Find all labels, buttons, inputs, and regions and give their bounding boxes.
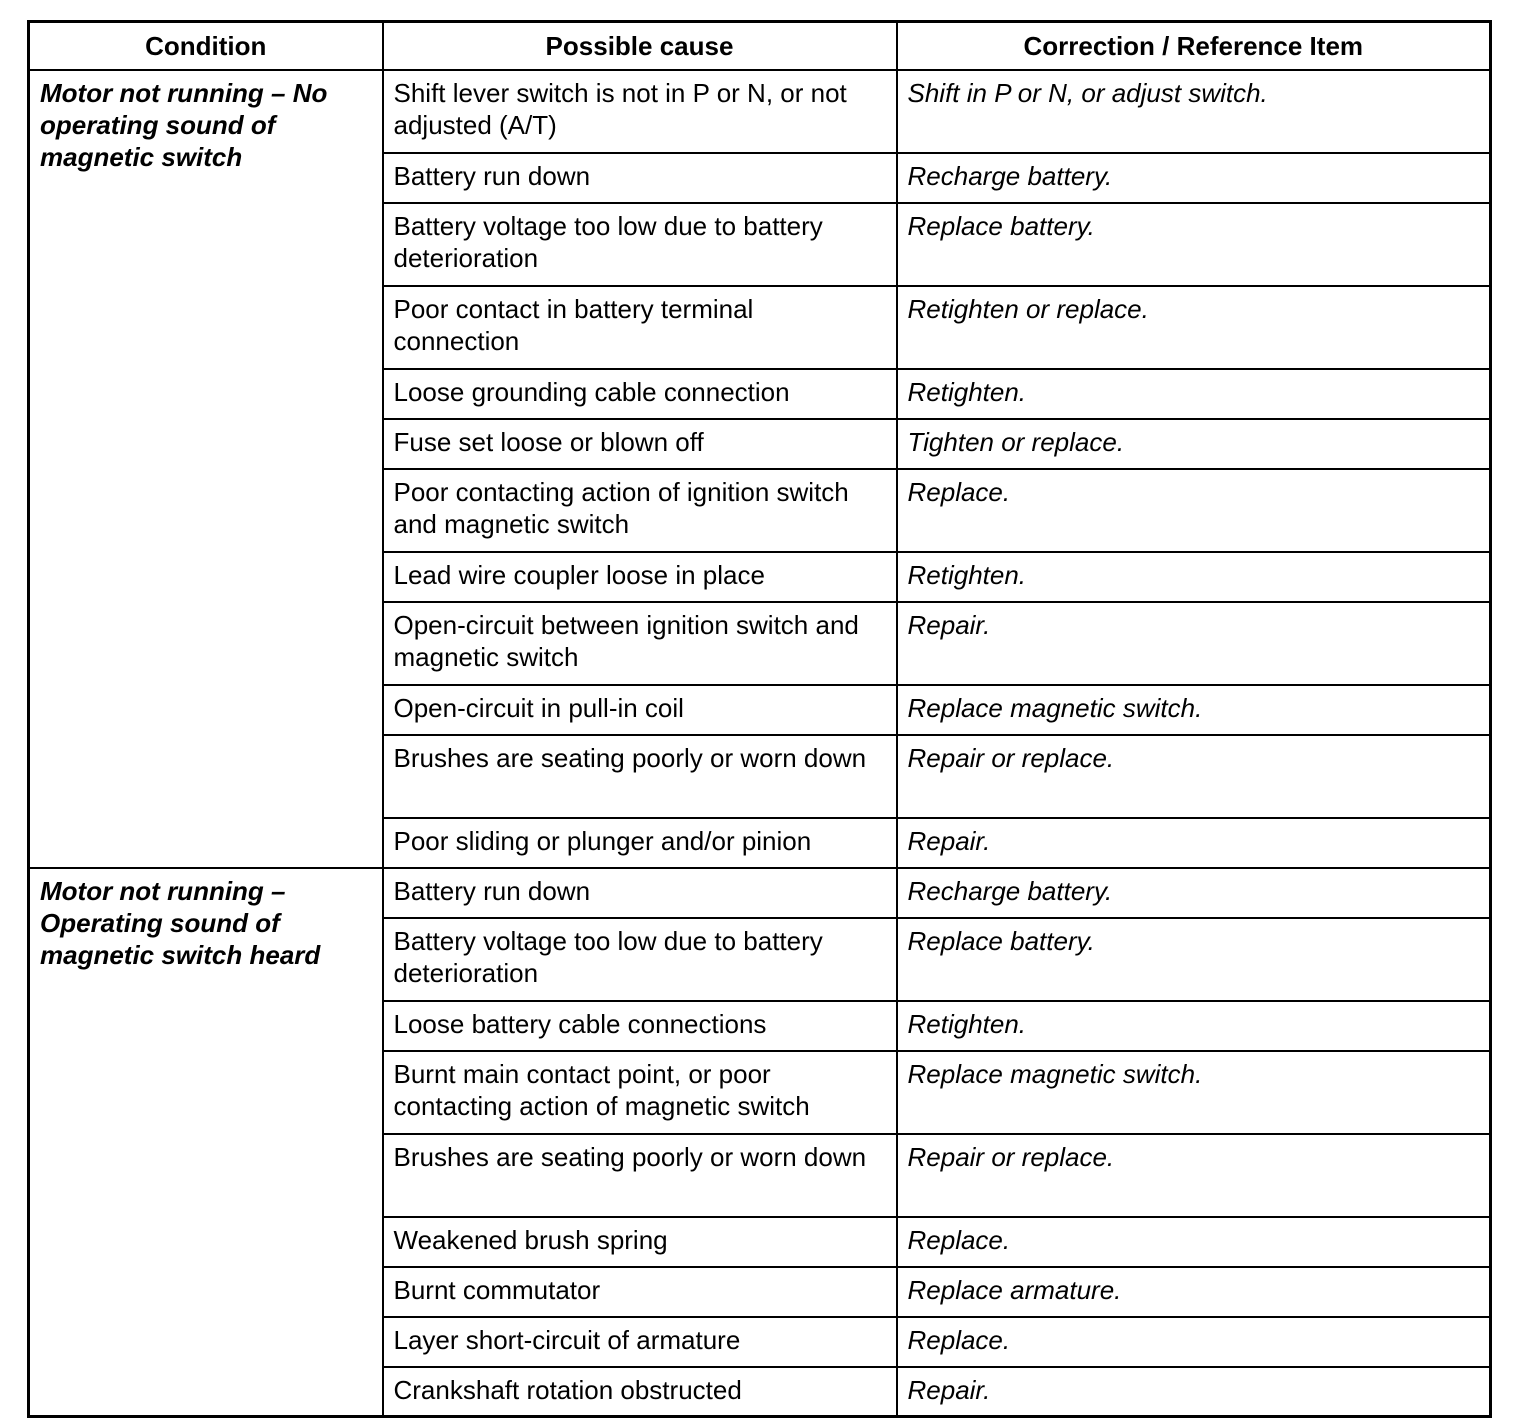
correction-cell: Recharge battery. [897, 868, 1491, 918]
correction-cell: Replace magnetic switch. [897, 685, 1491, 735]
cause-cell: Brushes are seating poorly or worn down [383, 735, 897, 818]
cause-cell: Open-circuit in pull-in coil [383, 685, 897, 735]
correction-cell: Replace. [897, 1317, 1491, 1367]
header-possible-cause: Possible cause [383, 22, 897, 70]
cause-cell: Lead wire coupler loose in place [383, 552, 897, 602]
table-body [29, 70, 1491, 1417]
cause-cell: Fuse set loose or blown off [383, 419, 897, 469]
cause-cell: Battery voltage too low due to battery deterioration [383, 918, 897, 1001]
correction-cell: Shift in P or N, or adjust switch. [897, 70, 1491, 153]
correction-cell: Repair or replace. [897, 735, 1491, 818]
correction-cell: Replace battery. [897, 918, 1491, 1001]
cause-cell: Battery voltage too low due to battery deterioration [383, 203, 897, 286]
correction-cell: Tighten or replace. [897, 419, 1491, 469]
correction-cell: Replace magnetic switch. [897, 1051, 1491, 1134]
table-row [29, 868, 1491, 918]
table-row [29, 70, 1491, 153]
header-condition: Condition [29, 22, 383, 70]
cause-cell: Layer short-circuit of armature [383, 1317, 897, 1367]
table-header [29, 22, 1491, 70]
correction-cell: Replace armature. [897, 1267, 1491, 1317]
correction-cell: Repair. [897, 602, 1491, 685]
cause-cell: Brushes are seating poorly or worn down [383, 1134, 897, 1217]
header-correction: Correction / Reference Item [897, 22, 1491, 70]
correction-cell: Repair. [897, 818, 1491, 868]
cause-cell: Poor contact in battery terminal connection [383, 286, 897, 369]
correction-cell: Repair or replace. [897, 1134, 1491, 1217]
correction-cell: Retighten. [897, 369, 1491, 419]
correction-cell: Retighten. [897, 552, 1491, 602]
correction-cell: Replace. [897, 469, 1491, 552]
cause-cell: Battery run down [383, 868, 897, 918]
cause-cell: Weakened brush spring [383, 1217, 897, 1267]
correction-cell: Replace. [897, 1217, 1491, 1267]
troubleshooting-table [27, 20, 1492, 1418]
cause-cell: Burnt main contact point, or poor contacting action of magnetic switch [383, 1051, 897, 1134]
condition-cell: Motor not running – Operating sound of magnetic switch heard [29, 868, 383, 1417]
cause-cell: Poor sliding or plunger and/or pinion [383, 818, 897, 868]
cause-cell: Poor contacting action of ignition switch and magnetic switch [383, 469, 897, 552]
cause-cell: Loose grounding cable connection [383, 369, 897, 419]
correction-cell: Repair. [897, 1367, 1491, 1417]
correction-cell: Retighten or replace. [897, 286, 1491, 369]
cause-cell: Open-circuit between ignition switch and magnetic switch [383, 602, 897, 685]
cause-cell: Battery run down [383, 153, 897, 203]
cause-cell: Shift lever switch is not in P or N, or not adjusted (A/T) [383, 70, 897, 153]
cause-cell: Burnt commutator [383, 1267, 897, 1317]
correction-cell: Recharge battery. [897, 153, 1491, 203]
cause-cell: Crankshaft rotation obstructed [383, 1367, 897, 1417]
correction-cell: Replace battery. [897, 203, 1491, 286]
correction-cell: Retighten. [897, 1001, 1491, 1051]
header-row [29, 22, 1491, 70]
cause-cell: Loose battery cable connections [383, 1001, 897, 1051]
condition-cell: Motor not running – No operating sound of magnetic switch [29, 70, 383, 868]
